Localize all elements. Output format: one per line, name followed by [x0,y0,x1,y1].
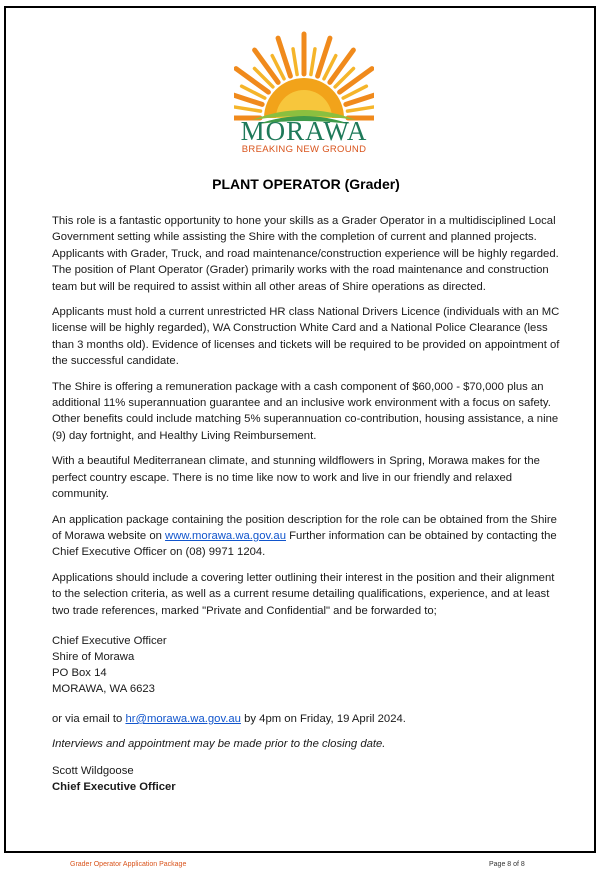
address-line: Chief Executive Officer [52,634,167,647]
text-segment: or via email to [52,712,126,725]
page-title: PLANT OPERATOR (Grader) [212,176,400,192]
morawa-logo [234,30,374,158]
paragraph-community: With a beautiful Mediterranean climate, and stunning wildflowers in Spring, Morawa makes for the perfect country escape. There is no time like now to work and live in our friendly and relaxed community. [52,455,540,501]
sun-ray [311,49,315,75]
sun-ray [347,107,373,111]
sun-ray [255,50,279,82]
address-line: MORAWA, WA 6623 [52,682,155,695]
sun-ray [235,107,261,111]
paragraph-role: This role is a fantastic opportunity to hone your skills as a Grader Operator in a multidisciplined Local Government setting while assisting the Shire with the completion of current and planned projects. Applicants with Grader, Truck, and road maintenance/construction experience will be highly regarded. The position of Plant Operator (Grader) primarily works with the road maintenance and construction team but will be required to assist within all other areas of Shire operations as directed. [52,215,559,293]
sun-ray [330,50,354,82]
footer-page-number: Page 8 of 8 [489,861,525,868]
document-page [4,6,596,853]
text-segment: by 4pm on Friday, 19 April 2024. [240,712,406,725]
logo-wordmark: MORAWA [240,116,368,146]
paragraph-requirements: Applicants must hold a current unrestricted HR class National Drivers Licence (individuals with an MC license will be highly regarded), WA Construction White Card and a National Police Clearance (less than 3 months old). Evidence of licenses and tickets will be required to be provided on appointment of the successful candidate. [52,306,560,368]
logo-tagline: BREAKING NEW GROUND [241,144,367,155]
paragraph-remuneration: The Shire is offering a remuneration package with a cash component of $60,000 - $70,000 plus an additional 11% superannuation guarantee and an inclusive work environment with a focus on safety. Other benefits could include matching 5% superannuation co-contribution, housing assistance, a nine (9) day fortnight, and Healthy Living Reimbursement. [52,380,559,442]
address-line: Shire of Morawa [52,650,135,663]
sun-ray [293,49,297,75]
text-segment: An application package containing the position description for the role can be obtained from the Shire of Morawa website on [52,513,557,542]
email-instruction [52,711,562,727]
signature-title: Chief Executive Officer [52,781,176,794]
sun-ray [340,69,372,93]
email-link[interactable]: hr@morawa.wa.gov.au [125,712,241,725]
document-body [52,213,562,796]
paragraph-how-to-apply: Applications should include a covering letter outlining their interest in the position and their alignment to the selection criteria, as well as a current resume detailing qualifications, experience, and at least two trade references, marked "Private and Confidential" and be forwarded to; [52,571,555,617]
text-segment: Further information can be obtained by contacting the Chief Executive Officer on (08) 9971 1204. [52,529,557,559]
postal-address [52,633,562,697]
signature-name: Scott Wildgoose [52,764,134,777]
address-line: PO Box 14 [52,666,107,679]
sunrise-icon [234,30,374,130]
footer-document-title: Grader Operator Application Package [70,861,187,868]
paragraph-application-package [52,512,562,561]
sun-ray [236,69,268,93]
closing-note: Interviews and appointment may be made prior to the closing date. [52,738,386,751]
website-link[interactable]: www.morawa.wa.gov.au [165,529,286,542]
